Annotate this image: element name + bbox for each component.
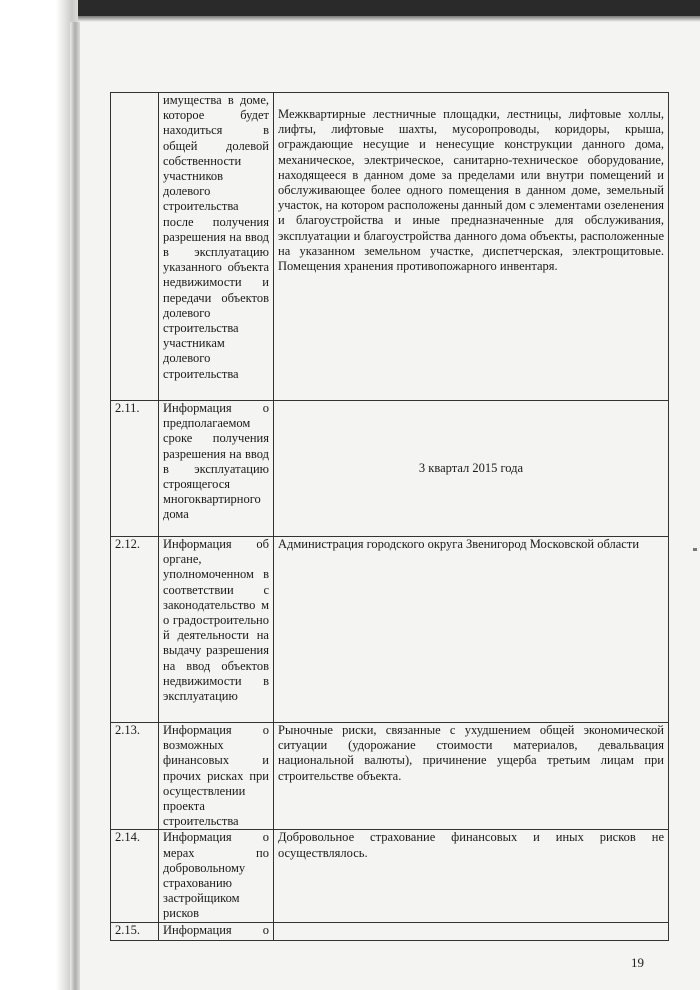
table-row [111, 401, 669, 537]
row-content: Межквартирные лестничные площадки, лестницы, лифтовые холлы, лифты, лифтовые шахты, мусоропроводы, коридоры, крыша, ограждающие несущие и ненесущие конструкции данного дома, механическое, электрическое, санитарно-техническое оборудование, находящееся в данном доме за пределами или внутри помещений и обслуживающее более одного помещения в данном доме, земельный участок, на котором расположены данный дом с элементами озеленения и благоустройства и иные предназначенные для обслуживания, эксплуатации и благоустройства данного дома объекты, расположенные на указанном земельном участке, диспетчерская, электрощитовые. Помещения хранения противопожарного инвентаря. [274, 93, 669, 401]
row-content: Администрация городского округа Звенигород Московской области [274, 537, 669, 723]
table-row [111, 922, 669, 940]
row-label: Информация о мерах по добровольному страхованию застройщиком рисков [159, 830, 274, 922]
row-number: 2.15. [111, 922, 159, 940]
table-row [111, 93, 669, 401]
row-number: 2.13. [111, 723, 159, 830]
table-row [111, 537, 669, 723]
page-number: 19 [631, 955, 644, 970]
scan-speck [693, 548, 697, 551]
row-label: Информация о предполагаемом сроке получения разрешения на ввод в эксплуатацию строящегося многоквартирного дома [159, 401, 274, 537]
row-number [111, 93, 159, 401]
row-number: 2.14. [111, 830, 159, 922]
scan-binding-line [70, 22, 80, 990]
table-row [111, 830, 669, 922]
row-number: 2.11. [111, 401, 159, 537]
row-content: Рыночные риски, связанные с ухудшением общей экономической ситуации (удорожание стоимости материалов, девальвация национальной валюты), причинение ущерба третьим лицам при строительстве объекта. [274, 723, 669, 830]
row-label: Информация о возможных финансовых и прочих рисках при осуществлении проекта строительства [159, 723, 274, 830]
scan-top-edge [0, 0, 700, 16]
info-table [110, 92, 669, 941]
row-content: 3 квартал 2015 года [274, 401, 669, 537]
row-label: Информация об органе, уполномоченном в соответствии с законодательство м о градостроительно й деятельности на выдачу разрешения на ввод объектов недвижимости в эксплуатацию [159, 537, 274, 723]
row-number: 2.12. [111, 537, 159, 723]
scan-binding-shadow [0, 0, 78, 990]
table-row [111, 723, 669, 830]
scan-top-shadow [0, 16, 700, 22]
row-label: Информация о [159, 922, 274, 940]
row-content [274, 922, 669, 940]
row-label: имущества в доме, которое будет находиться в общей долевой собственности участников долевого строительства после получения разрешения на ввод в эксплуатацию указанного объекта недвижимости и передачи объектов долевого строительства участникам долевого строительства [159, 93, 274, 401]
row-content: Добровольное страхование финансовых и иных рисков не осуществлялось. [274, 830, 669, 922]
